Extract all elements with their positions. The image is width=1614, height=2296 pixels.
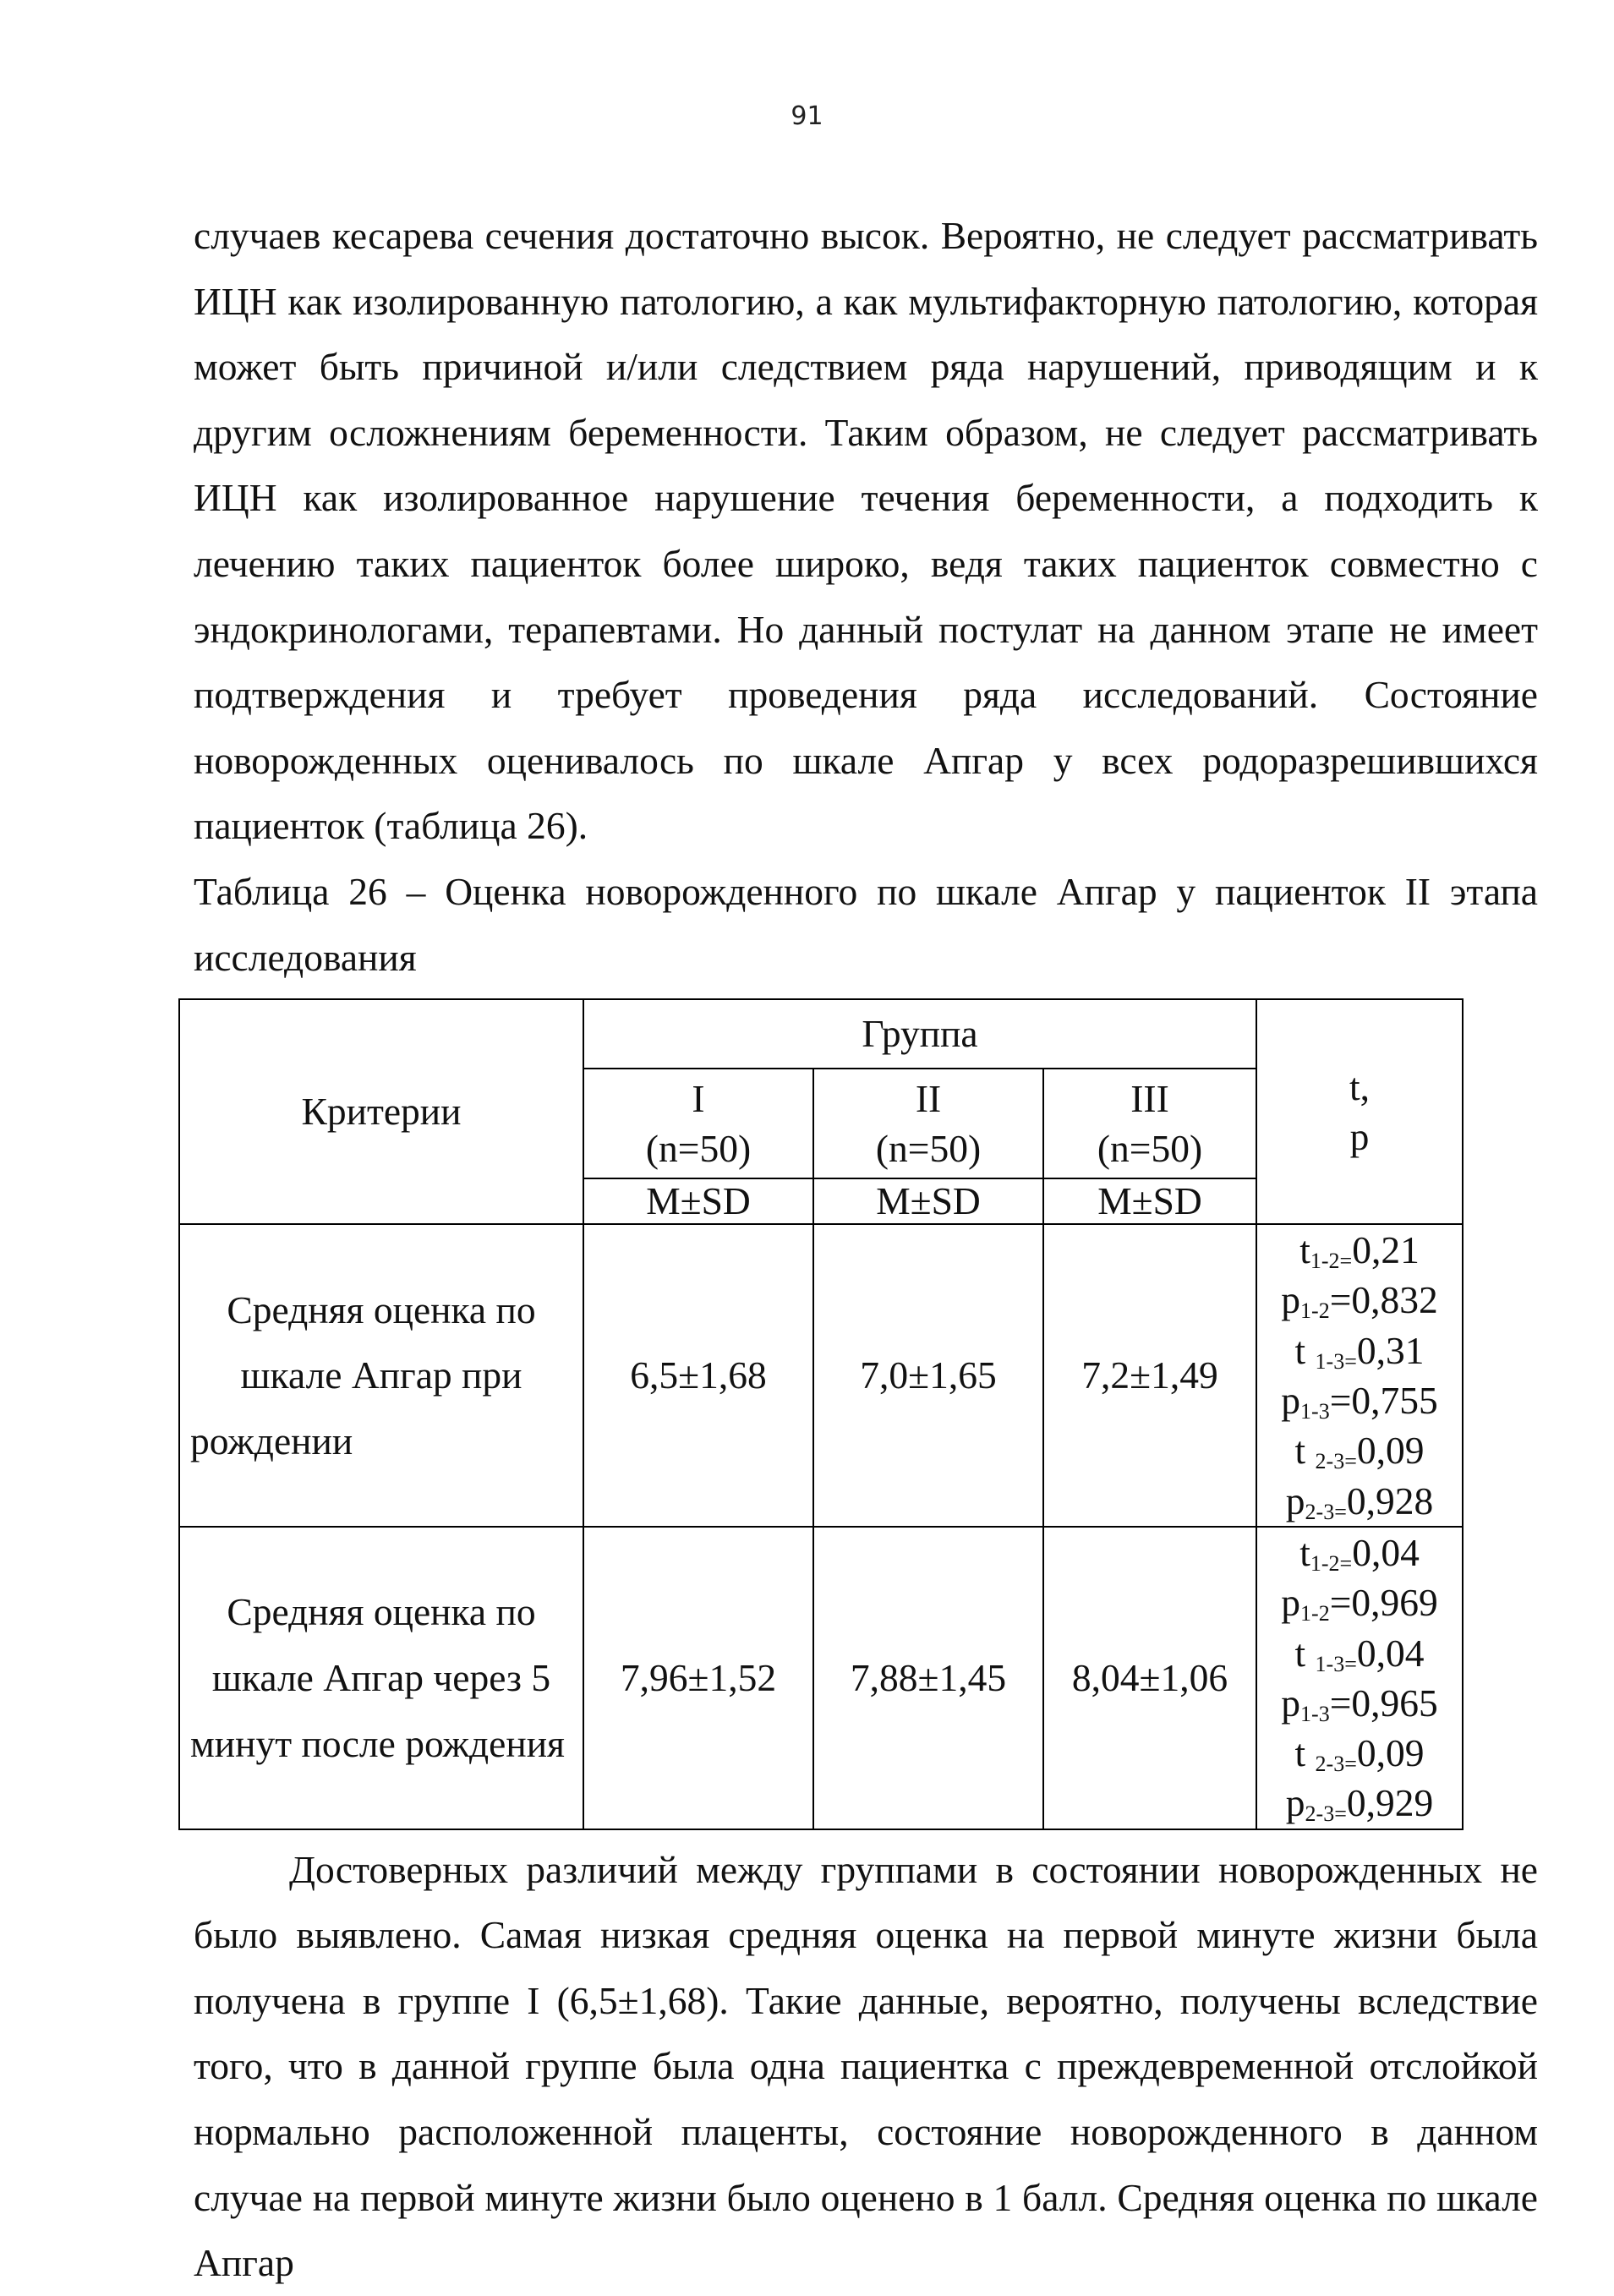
header-group-2: [813, 1069, 1043, 1178]
header-criteria: Критерии: [179, 999, 583, 1224]
table-row: [179, 1527, 1463, 1829]
row-2-criteria: Средняя оценка по шкале Апгар через 5 минут после рождения: [179, 1527, 583, 1829]
header-group: Группа: [583, 999, 1256, 1069]
paragraph-conclusion: Достоверных различий между группами в состоянии новорожденных не было выявлено. Самая низкая средняя оценка на первой минуте жизни была получена в группе I (6,5±1,68). Такие данные, вероятно, получены вследствие того, что в данной группе была одна пациентка с преждевременной отслойкой нормально расположенной плаценты, состояние новорожденного в данном случае на первой минуте жизни было оценено в 1 балл. Средняя оценка по шкале Апгар: [194, 1847, 1538, 2285]
stat-line: $p_{1-2}=0,969$: [1281, 1581, 1438, 1626]
header-group-1: [583, 1069, 813, 1178]
header-group-3: [1043, 1069, 1256, 1178]
stat-line: $p_{2-3=}0,929$: [1285, 1781, 1434, 1827]
header-group-3-stat: M±SD: [1043, 1178, 1256, 1224]
document-body: [190, 203, 1538, 2296]
row-1-group-3: 7,2±1,49: [1043, 1224, 1256, 1527]
header-group-1-stat: M±SD: [583, 1178, 813, 1224]
page-number: 91: [791, 101, 823, 131]
stat-line: $p_{2-3=}0,928$: [1285, 1479, 1434, 1524]
row-2-group-2: 7,88±1,45: [813, 1527, 1043, 1829]
stat-line: t $_{2-3=}$0,09: [1294, 1429, 1425, 1474]
row-2-group-3: 8,04±1,06: [1043, 1527, 1256, 1829]
header-p-label: p: [1349, 1115, 1370, 1159]
stat-line: $p_{1-2}=0,832$: [1281, 1278, 1438, 1324]
stat-line: $t_{1-2=}0,04$: [1299, 1530, 1420, 1576]
header-group-2-stat: M±SD: [813, 1178, 1043, 1224]
stat-line: $t_{1-2=}0,21$: [1299, 1228, 1420, 1274]
apgar-table: [178, 998, 1464, 1830]
table-caption: Таблица 26 – Оценка новорожденного по шкале Апгар у пациенток II этапа исследования: [194, 869, 1538, 979]
header-t-p: [1256, 999, 1463, 1224]
group-1-roman: I: [692, 1077, 705, 1121]
row-2-stats: [1256, 1527, 1463, 1829]
group-3-roman: III: [1130, 1077, 1169, 1121]
table-row: [179, 1224, 1463, 1527]
row-2-group-1: 7,96±1,52: [583, 1527, 813, 1829]
stat-line: t $_{1-3=}$0,31: [1294, 1328, 1425, 1374]
row-1-stats: [1256, 1224, 1463, 1527]
stat-line: $p_{1-3}=0,755$: [1281, 1379, 1438, 1424]
header-t-label: t,: [1349, 1065, 1371, 1109]
group-2-n: (n=50): [875, 1127, 982, 1171]
stat-line: $p_{1-3}=0,965$: [1281, 1681, 1438, 1726]
group-1-n: (n=50): [645, 1127, 752, 1171]
group-2-roman: II: [915, 1077, 942, 1121]
group-3-n: (n=50): [1097, 1127, 1203, 1171]
row-1-group-2: 7,0±1,65: [813, 1224, 1043, 1527]
row-1-group-1: 6,5±1,68: [583, 1224, 813, 1527]
stat-line: t $_{1-3=}$0,04: [1294, 1631, 1425, 1676]
stat-line: t $_{2-3=}$0,09: [1294, 1731, 1425, 1777]
row-1-criteria: Средняя оценка по шкале Апгар при рождении: [179, 1224, 583, 1527]
paragraph-intro: случаев кесарева сечения достаточно высок. Вероятно, не следует рассматривать ИЦН как изолированную патологию, а как мультифакторную патологию, которая может быть причиной и/или следствием ряда нарушений, приводящим и к другим осложнениям беременности. Таким образом, не следует рассматривать ИЦН как изолированное нарушение течения беременности, а подходить к лечению таких пациенток более широко, ведя таких пациенток совместно с эндокринологами, терапевтами. Но данный постулат на данном этапе не имеет подтверждения и требует проведения ряда исследований. Состояние новорожденных оценивалось по шкале Апгар у всех родоразрешившихся пациенток (таблица 26).: [194, 214, 1538, 848]
